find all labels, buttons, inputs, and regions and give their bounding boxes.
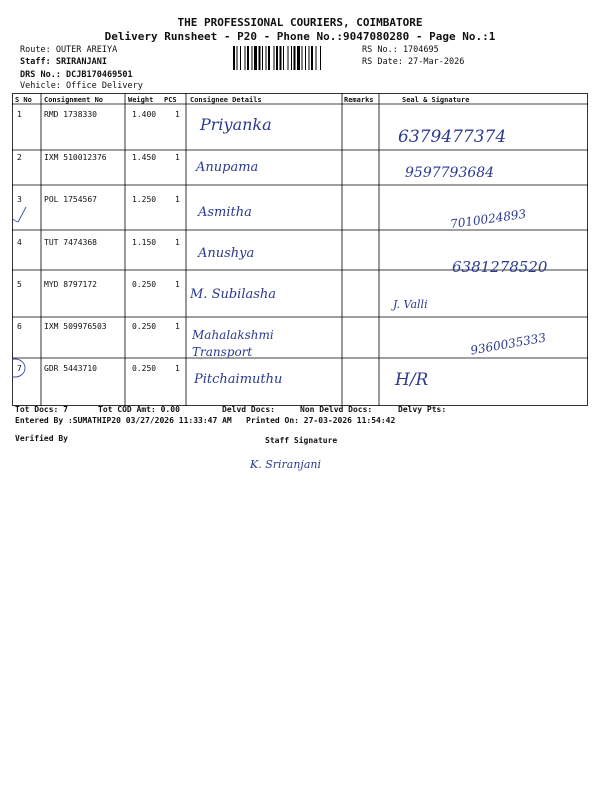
row-4-weight: 1.150 (132, 238, 157, 247)
delivery-points: Delvy Pts: (398, 405, 447, 414)
row-7-sno: 7 (17, 364, 22, 373)
header-seal: Seal & Signature (402, 96, 470, 104)
row-5-consignee: M. Subilasha (190, 287, 277, 302)
row-2-seal: 9597793684 (405, 165, 495, 181)
header-weight: Weight (128, 96, 154, 104)
header-remarks: Remarks (344, 96, 374, 104)
row-2-pcs: 1 (175, 153, 180, 162)
row-4-seal: 6381278520 (452, 258, 548, 276)
row-2-sno: 2 (17, 153, 22, 162)
vehicle-label: Vehicle: Office Delivery (20, 81, 143, 91)
row-1-weight: 1.400 (132, 110, 157, 119)
row-1-consignment: RMD 1738330 (44, 110, 97, 119)
row-6-sno: 6 (17, 322, 22, 331)
row-1-consignee: Priyanka (200, 115, 272, 134)
row-4-pcs: 1 (175, 238, 180, 247)
row-6-seal: 9360035333 (469, 330, 547, 358)
row-3-weight: 1.250 (132, 195, 157, 204)
row-6-weight: 0.250 (132, 322, 157, 331)
staff-handwritten-signature: K. Sriranjani (250, 458, 321, 471)
row-2-consignee: Anupama (196, 160, 259, 175)
staff-signature-label: Staff Signature (265, 436, 338, 445)
row-5-pcs: 1 (175, 280, 180, 289)
barcode (233, 46, 357, 70)
route-label: Route: OUTER AREIYA (20, 45, 118, 55)
row-1-sno: 1 (17, 110, 22, 119)
row-6-pcs: 1 (175, 322, 180, 331)
printed-on: Printed On: 27-03-2026 11:54:42 (246, 416, 396, 425)
header-pcs: PCS (164, 96, 177, 104)
row-5-sno: 5 (17, 280, 22, 289)
row-5-consignment: MYD 8797172 (44, 280, 97, 289)
row-5-weight: 0.250 (132, 280, 157, 289)
row-7-weight: 0.250 (132, 364, 157, 373)
entered-by: Entered By :SUMATHIP20 03/27/2026 11:33:47 AM (15, 416, 232, 425)
verified-by-label: Verified By (15, 434, 68, 443)
staff-label: Staff: SRIRANJANI (20, 57, 107, 67)
header-consignee: Consignee Details (190, 96, 262, 104)
drs-number: DRS No.: DCJB170469501 (20, 70, 133, 80)
rs-number: RS No.: 1704695 (362, 45, 439, 55)
row-2-weight: 1.450 (132, 153, 157, 162)
header-sno: S No (15, 96, 32, 104)
row-7-seal: H/R (395, 370, 429, 390)
company-title: THE PROFESSIONAL COURIERS, COIMBATORE (177, 16, 423, 29)
delivered-docs: Delvd Docs: (222, 405, 275, 414)
row-2-consignment: IXM 510012376 (44, 153, 107, 162)
row-3-seal: 7010024893 (449, 206, 527, 232)
row-7-pcs: 1 (175, 364, 180, 373)
row-3-consignment: POL 1754567 (44, 195, 97, 204)
row-4-consignment: TUT 7474368 (44, 238, 97, 247)
row-1-seal: 6379477374 (398, 127, 507, 147)
row-5-seal: J. Valli (393, 298, 428, 311)
rs-date: RS Date: 27-Mar-2026 (362, 57, 465, 67)
row-7-consignment: GDR 5443710 (44, 364, 97, 373)
row-7-consignee: Pitchaimuthu (194, 372, 283, 387)
runsheet-subtitle: Delivery Runsheet - P20 - Phone No.:9047080280 - Page No.:1 (104, 30, 496, 43)
row-6-consignment: IXM 509976503 (44, 322, 107, 331)
row-1-pcs: 1 (175, 110, 180, 119)
row-3-pcs: 1 (175, 195, 180, 204)
header-consignment: Consignment No (44, 96, 104, 104)
row-4-sno: 4 (17, 238, 22, 247)
row-3-sno: 3 (17, 195, 22, 204)
row-6-consignee: Mahalakshmi Transport (192, 328, 274, 359)
total-docs: Tot Docs: 7 (15, 405, 68, 414)
total-cod-amount: Tot COD Amt: 0.00 (98, 405, 180, 414)
row-3-consignee: Asmitha (198, 205, 252, 220)
non-delivered-docs: Non Delvd Docs: (300, 405, 373, 414)
row-4-consignee: Anushya (198, 246, 255, 261)
